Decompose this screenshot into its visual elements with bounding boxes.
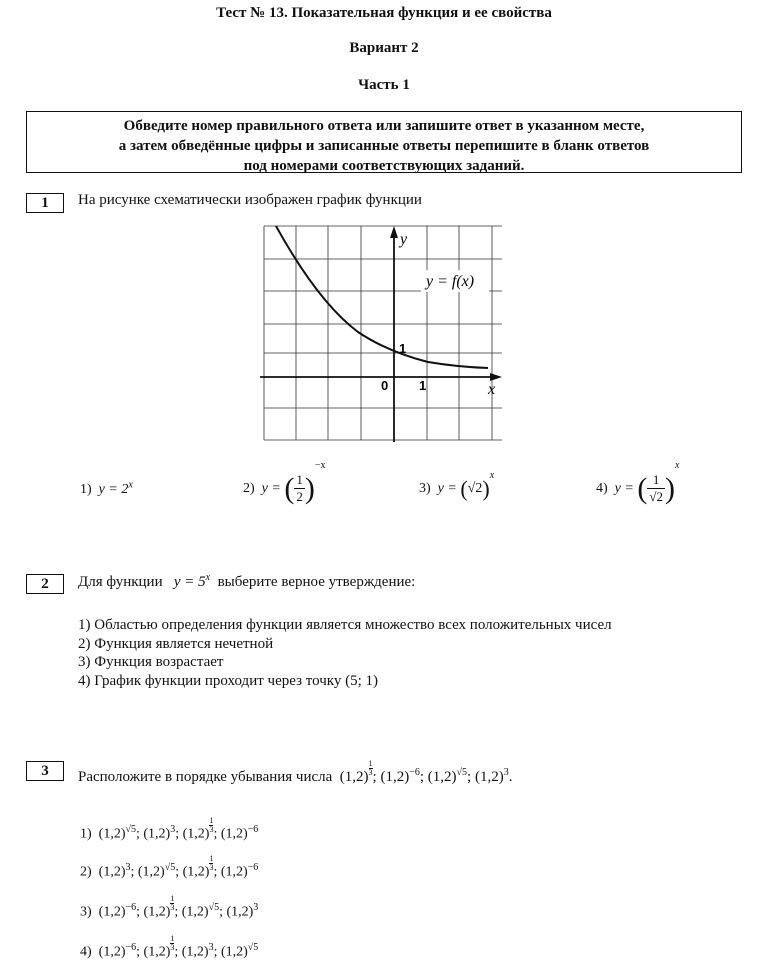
task-2-text: Для функции $y = 5^x$ выберите верное утверждение:	[78, 572, 416, 590]
task-3-option-2[interactable]: 2) $(1,2)^3$; $(1,2)^{√5}$; (1,2) $\frac{1}{3}$ ; $(1,2)^{-6}$	[80, 854, 259, 880]
x-axis-label: x	[488, 381, 496, 398]
instruction-line-3: под номерами соответствующих заданий.	[243, 158, 525, 174]
task-3-option-3[interactable]: 3) $(1,2)^{-6}$; (1,2) $\frac{1}{3}$ ; $(1,2)^{√5}$; $(1,2)^3$	[80, 894, 259, 920]
instruction-line-1: Обведите номер правильного ответа или запишите ответ в указанном месте,	[123, 118, 645, 134]
task-2-number: 2	[26, 574, 64, 594]
task-2-options	[78, 616, 612, 690]
origin-label: 0	[381, 378, 389, 393]
instructions-box	[26, 111, 742, 173]
func-label: y = f(x)	[426, 273, 475, 290]
task-3-number: 3	[26, 761, 64, 781]
task-2-option-3[interactable]: 3) Функция возрастает	[78, 654, 224, 670]
task-1-option-1[interactable]: 1) $y = 2^x$	[80, 479, 133, 497]
task-1-option-3[interactable]: 3) $y = (√2)^x$	[419, 470, 495, 501]
task-1-graph	[258, 222, 508, 444]
task-1-text: На рисунке схематически изображен график функции	[78, 192, 422, 208]
task-1-number: 1	[26, 193, 64, 213]
task-1-option-4[interactable]: 4) y = ( $\frac{1}{√2}$ )$^x$	[596, 460, 680, 505]
instruction-line-2: а затем обведённые цифры и записанные ответы перепишите в бланк ответов	[118, 138, 650, 154]
y-axis-label: y	[400, 231, 408, 248]
test-title: Тест № 13. Показательная функция и ее свойства	[216, 5, 552, 21]
task-2-option-1[interactable]: 1) Областью определения функции является множество всех положительных чисел	[78, 617, 612, 633]
task-3-option-4[interactable]: 4) $(1,2)^{-6}$; (1,2) $\frac{1}{3}$ ; $(1,2)^3$; $(1,2)^{√5}$	[80, 934, 259, 960]
variant-label: Вариант 2	[349, 40, 419, 56]
x-one-label: 1	[419, 378, 427, 393]
task-3-text: Расположите в порядке убывания числа (1,2) $\frac{1}{3}$ ; $(1,2)^{-6}$; $(1,2)^{√5}$; $(1,2)^3$.	[78, 759, 513, 785]
task-2-option-2[interactable]: 2) Функция является нечетной	[78, 635, 274, 652]
task-2-option-4[interactable]: 4) График функции проходит через точку (5; 1)	[78, 672, 378, 689]
y-one-label: 1	[399, 341, 407, 356]
task-1-option-2[interactable]: 2) y = ( $\frac{1}{2}$ )$^{-x}$	[243, 460, 326, 505]
task-3-option-1[interactable]: 1) $(1,2)^{√5}$; $(1,2)^3$; (1,2) $\frac{1}{3}$ ; $(1,2)^{-6}$	[80, 816, 259, 842]
part-label: Часть 1	[358, 77, 410, 93]
